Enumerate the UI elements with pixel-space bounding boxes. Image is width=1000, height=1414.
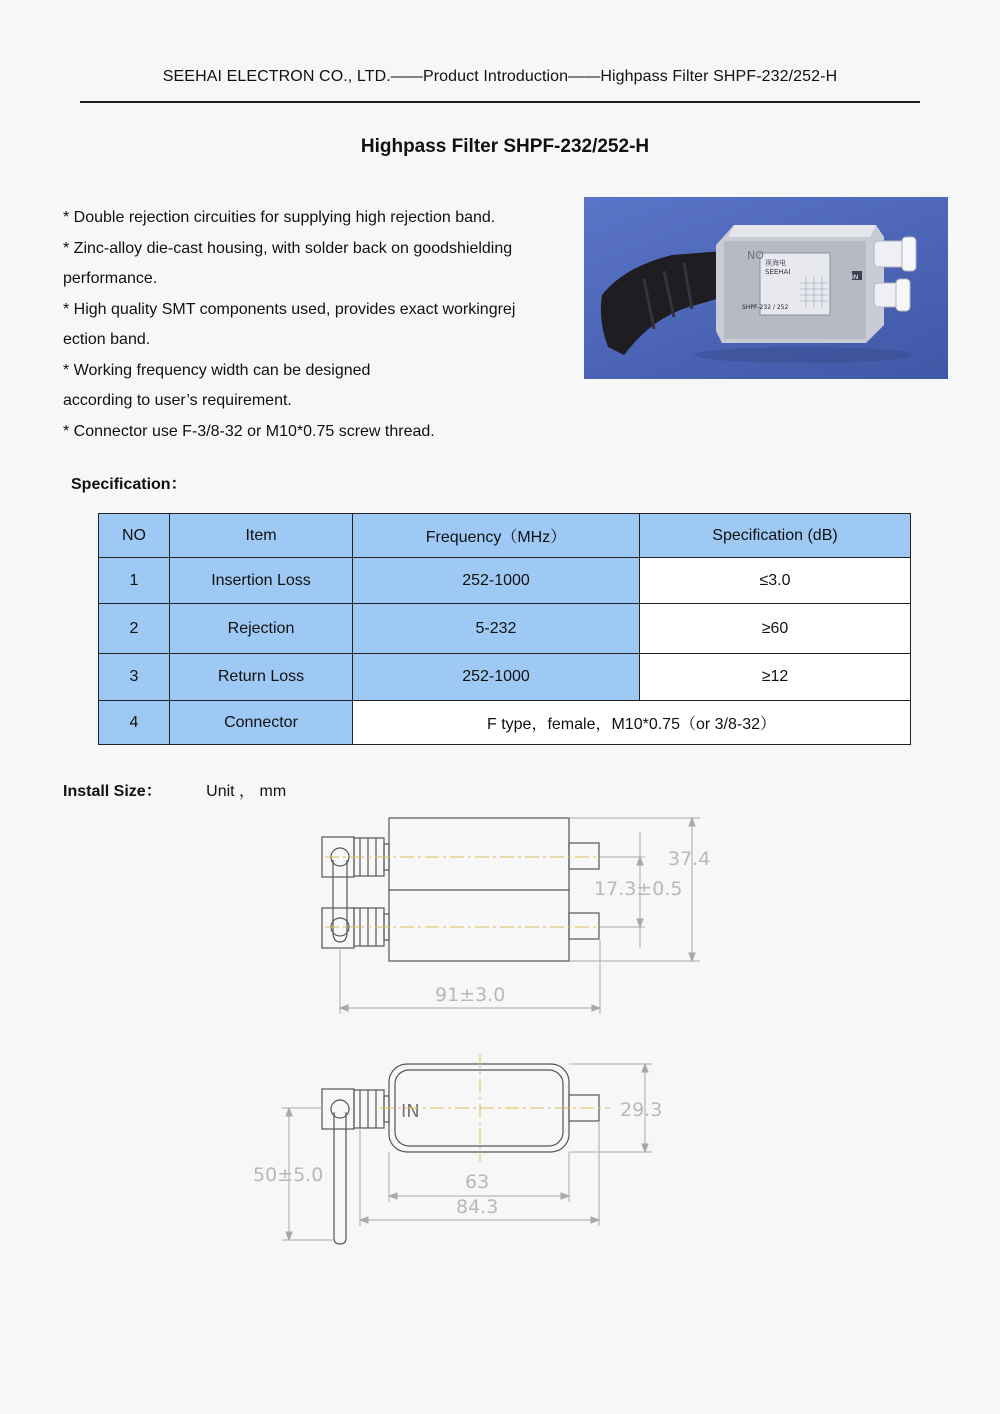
document-title: Highpass Filter SHPF-232/252-H bbox=[360, 136, 650, 157]
table-header-row bbox=[99, 514, 911, 558]
feature-line: performance. bbox=[63, 270, 158, 287]
feature-line: * Zinc-alloy die-cast housing, with solder back on goodshielding bbox=[63, 239, 513, 257]
row-item: Return Loss bbox=[170, 654, 353, 701]
page-header: SEEHAI ELECTRON CO., LTD.——Product Introduction——Highpass Filter SHPF-232/252-H bbox=[162, 68, 838, 85]
feature-line: * High quality SMT components used, provides exact workingrej bbox=[63, 300, 516, 318]
header-item: Item bbox=[170, 514, 353, 558]
row-no: 2 bbox=[99, 604, 170, 654]
product-photo bbox=[584, 197, 948, 379]
table-row bbox=[99, 604, 911, 654]
feature-line: * Double rejection circuities for supplying high rejection band. bbox=[63, 209, 496, 226]
row-spec: ≤3.0 bbox=[640, 558, 911, 604]
right-connector-bottom bbox=[569, 913, 599, 939]
table-row bbox=[99, 654, 911, 701]
specification-table bbox=[98, 513, 911, 745]
row-frequency: 5-232 bbox=[353, 604, 640, 654]
feature-list bbox=[63, 203, 568, 447]
photo-label-top: NO bbox=[747, 249, 764, 262]
dim-height: 37.4 bbox=[668, 848, 711, 870]
header-specification: Specification (dB) bbox=[640, 514, 911, 558]
filter-photo-illustration bbox=[584, 197, 948, 379]
row-spec: ≥60 bbox=[640, 604, 911, 654]
in-label: IN bbox=[401, 1101, 420, 1122]
header-no: NO bbox=[99, 514, 170, 558]
row-spec: ≥12 bbox=[640, 654, 911, 701]
dim-total-length: 84.3 bbox=[456, 1196, 499, 1218]
row-no: 3 bbox=[99, 654, 170, 701]
photo-model: SHPF-232 / 252 bbox=[742, 304, 789, 311]
feature-line: * Connector use F-3/8-32 or M10*0.75 screw thread. bbox=[63, 422, 435, 440]
header-rule bbox=[80, 101, 920, 103]
row-item: Insertion Loss bbox=[170, 558, 353, 604]
install-size-label: Install Size： bbox=[63, 783, 162, 800]
row-item: Rejection bbox=[170, 604, 353, 654]
install-size-drawing bbox=[0, 800, 1000, 1260]
photo-in-mark: IN bbox=[852, 274, 859, 281]
table-row bbox=[99, 558, 911, 604]
feature-line: * Working frequency width can be designed bbox=[63, 361, 371, 379]
feature-line: according to user’s requirement. bbox=[63, 392, 292, 409]
row-connector-value: F type，female，M10*0.75（or 3/8-32） bbox=[353, 701, 911, 745]
row-no: 1 bbox=[99, 558, 170, 604]
top-view-dimensions bbox=[340, 818, 700, 1014]
photo-brand: SEEHAI bbox=[765, 268, 791, 276]
top-view bbox=[322, 818, 599, 961]
row-no: 4 bbox=[99, 701, 170, 745]
rubber-boot bbox=[601, 251, 730, 355]
row-frequency: 252-1000 bbox=[353, 558, 640, 604]
dim-spacing: 17.3±0.5 bbox=[594, 878, 683, 900]
dim-side-height: 29.3 bbox=[620, 1099, 663, 1121]
dim-length: 91±3.0 bbox=[435, 984, 506, 1006]
install-unit: Unit ， mm bbox=[206, 783, 287, 800]
dim-body-length: 63 bbox=[465, 1171, 490, 1193]
row-frequency: 252-1000 bbox=[353, 654, 640, 701]
row-item: Connector bbox=[170, 701, 353, 745]
specification-label: Specification： bbox=[71, 476, 187, 493]
install-size-line bbox=[63, 778, 286, 801]
feature-line: ection band. bbox=[63, 331, 151, 348]
table-row bbox=[99, 701, 911, 745]
header-frequency: Frequency（MHz） bbox=[353, 514, 640, 558]
dim-cable-length: 50±5.0 bbox=[253, 1164, 324, 1186]
photo-brand-cn: 视海电 bbox=[765, 259, 786, 267]
right-connector-top bbox=[569, 843, 599, 869]
